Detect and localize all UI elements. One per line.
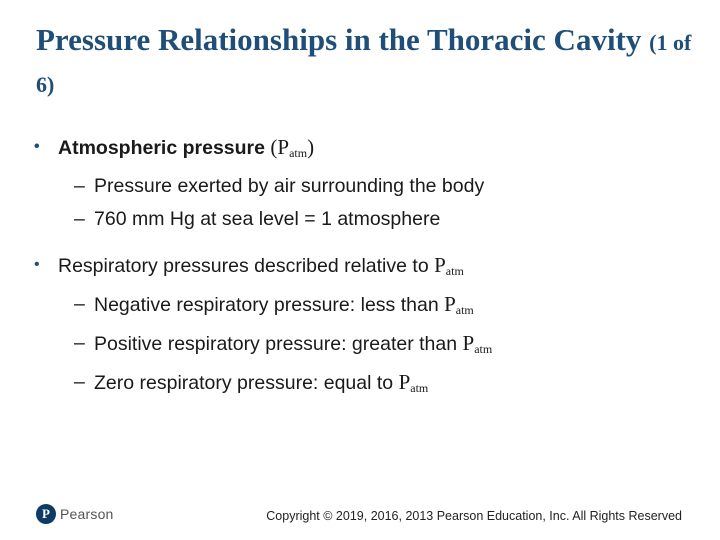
dash-marker-icon: – — [74, 208, 85, 230]
dash-marker-icon: – — [74, 293, 85, 315]
slide-part-indicator: (1 of 6) — [36, 30, 692, 97]
pearson-logo-icon: P — [36, 504, 56, 524]
bullet-text: Atmospheric pressure — [58, 137, 271, 159]
patm-term: $P_{atm}$ — [444, 292, 474, 317]
sub-bullet-positive: – Positive respiratory pressure: greater than $P_{atm}$ — [34, 327, 694, 366]
patm-term: $P_{atm}$ — [434, 253, 464, 278]
sub-bullet-definition: – Pressure exerted by air surrounding the body — [34, 170, 694, 203]
bullet-respiratory-pressures — [34, 248, 694, 288]
sub-bullet-zero: – Zero respiratory pressure: equal to $P_{atm}$ — [34, 366, 694, 405]
bullet-marker-icon: • — [34, 138, 40, 155]
copyright-notice: Copyright © 2019, 2016, 2013 Pearson Education, Inc. All Rights Reserved — [266, 509, 682, 523]
slide-content — [34, 130, 694, 405]
pearson-logo-text: Pearson — [60, 506, 114, 522]
sub-bullet-sea-level: – 760 mm Hg at sea level = 1 atmosphere — [34, 203, 694, 236]
patm-term: $P_{atm}$ — [398, 370, 429, 395]
sub-bullet-negative: – Negative respiratory pressure: less than $P_{atm}$ — [34, 288, 694, 327]
slide-title — [36, 20, 696, 104]
bullet-marker-icon: • — [34, 256, 40, 273]
bullet-text: Respiratory pressures described relative to — [58, 255, 435, 277]
patm-term: $P_{atm}$ — [462, 331, 493, 356]
bullet-atmospheric-pressure — [34, 130, 694, 170]
dash-marker-icon: – — [74, 332, 85, 354]
dash-marker-icon: – — [74, 371, 85, 393]
pearson-logo — [36, 502, 114, 526]
slide-title-text: Pressure Relationships in the Thoracic Cavity — [36, 22, 642, 57]
patm-term: $(P_{atm})$ — [270, 135, 315, 160]
dash-marker-icon: – — [74, 175, 85, 197]
